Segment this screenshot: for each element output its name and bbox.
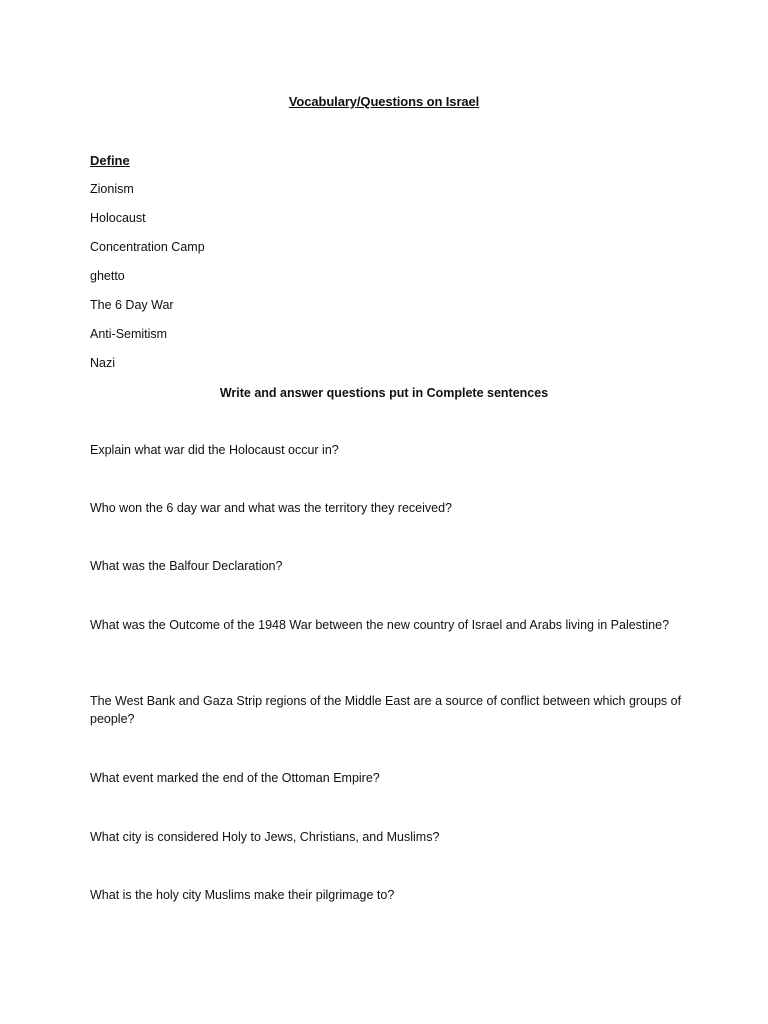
vocabulary-term: Zionism <box>90 182 134 196</box>
question-item: Explain what war did the Holocaust occur in? <box>90 443 339 457</box>
question-item: What was the Outcome of the 1948 War between the new country of Israel and Arabs living in Palestine? <box>90 618 670 632</box>
instructions-heading: Write and answer questions put in Complete sentences <box>219 386 549 400</box>
question-item: What is the holy city Muslims make their pilgrimage to? <box>90 888 395 902</box>
vocabulary-term: Holocaust <box>90 211 146 225</box>
document-title: Vocabulary/Questions on Israel <box>288 94 480 109</box>
question-item: What city is considered Holy to Jews, Christians, and Muslims? <box>90 830 440 844</box>
vocabulary-term: Anti-Semitism <box>90 327 168 341</box>
vocabulary-term: ghetto <box>90 269 125 283</box>
vocabulary-term: Nazi <box>90 356 116 370</box>
vocabulary-list <box>90 182 205 385</box>
question-item: What event marked the end of the Ottoman Empire? <box>90 771 380 785</box>
question-item: The West Bank and Gaza Strip regions of the Middle East are a source of conflict between which groups of people? <box>90 694 682 726</box>
question-item: What was the Balfour Declaration? <box>90 559 283 573</box>
vocabulary-term: The 6 Day War <box>90 298 174 312</box>
vocabulary-term: Concentration Camp <box>90 240 205 254</box>
define-heading: Define <box>90 153 130 168</box>
question-item: Who won the 6 day war and what was the territory they received? <box>90 501 452 515</box>
